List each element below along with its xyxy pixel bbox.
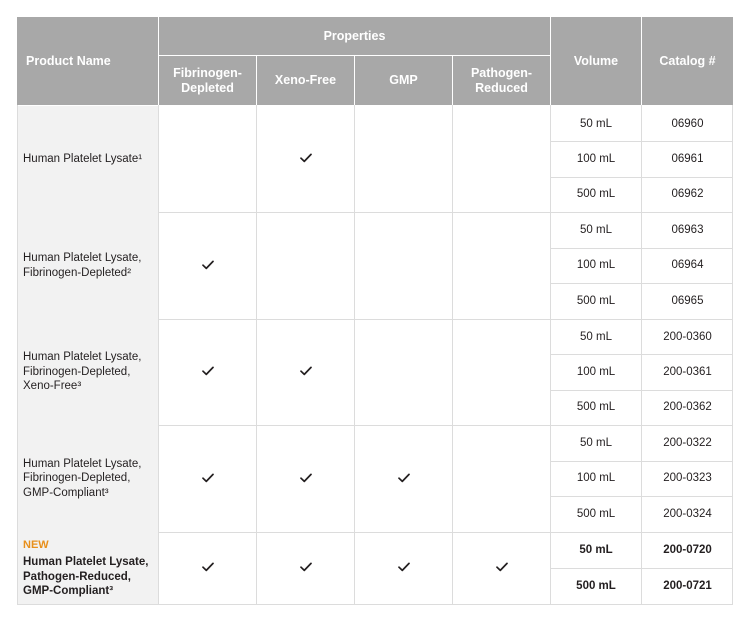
property-cell: [159, 425, 256, 532]
volume-cell: 500 mL: [576, 188, 616, 201]
property-cell: [257, 212, 354, 319]
row-divider: [551, 390, 733, 391]
checkmark-icon: [202, 470, 214, 488]
property-cell: [355, 106, 452, 212]
catalog-cell: 06965: [671, 295, 704, 308]
property-cell: [257, 106, 354, 212]
product-name-line: Fibrinogen-Depleted,: [23, 472, 131, 485]
product-name-cell: [17, 319, 158, 425]
catalog-cell: 06960: [671, 117, 704, 130]
volume-cell: 100 mL: [576, 152, 616, 165]
property-cell: [453, 106, 550, 212]
catalog-cell: 200-0720: [663, 544, 712, 556]
header-volume: Volume: [551, 17, 641, 105]
property-cell: [453, 532, 550, 604]
volume-cell: 500 mL: [576, 295, 616, 308]
product-name-line: Xeno-Free³: [23, 380, 82, 393]
catalog-cell: 200-0360: [663, 330, 712, 343]
new-badge: NEW: [23, 538, 49, 551]
checkmark-icon: [398, 559, 410, 577]
catalog-cell: 06964: [671, 259, 704, 272]
checkmark-icon: [300, 363, 312, 381]
header-fibrinogen-depleted: Fibrinogen- Depleted: [159, 56, 256, 105]
property-cell: [355, 319, 452, 425]
checkmark-icon: [496, 559, 508, 577]
volume-cell: 50 mL: [579, 544, 613, 556]
property-cell: [355, 212, 452, 319]
catalog-cell: 06963: [671, 223, 704, 236]
column-divider: [452, 105, 453, 604]
header-catalog: Catalog #: [642, 17, 733, 105]
product-name-cell: [17, 532, 158, 604]
catalog-cell: 06961: [671, 152, 704, 165]
property-cell: [355, 425, 452, 532]
product-name-line: Human Platelet Lysate¹: [23, 152, 143, 165]
property-cell: [355, 532, 452, 604]
catalog-cell: 200-0324: [663, 508, 712, 521]
checkmark-icon: [300, 150, 312, 168]
row-divider: [551, 283, 733, 284]
volume-cell: 500 mL: [576, 580, 616, 592]
row-divider: [551, 177, 733, 178]
column-divider: [17, 105, 18, 604]
product-name-line: Fibrinogen-Depleted²: [23, 266, 132, 279]
product-name-line: GMP-Compliant³: [23, 585, 114, 597]
checkmark-icon: [398, 470, 410, 488]
product-name-line: GMP-Compliant³: [23, 486, 109, 499]
product-name-cell: [17, 425, 158, 532]
property-cell: [159, 106, 256, 212]
checkmark-icon: [300, 559, 312, 577]
column-divider: [641, 105, 642, 604]
product-table: [17, 17, 733, 604]
catalog-cell: 200-0323: [663, 472, 712, 485]
row-divider: [551, 141, 733, 142]
catalog-cell: 200-0362: [663, 401, 712, 414]
catalog-cell: 200-0322: [663, 436, 712, 449]
checkmark-icon: [202, 257, 214, 275]
volume-cell: 50 mL: [580, 436, 612, 449]
row-divider: [551, 248, 733, 249]
header-gmp: GMP: [355, 56, 452, 105]
property-cell: [159, 319, 256, 425]
row-divider: [551, 461, 733, 462]
header-pathogen-reduced: Pathogen- Reduced: [453, 56, 550, 105]
property-cell: [453, 425, 550, 532]
volume-cell: 500 mL: [576, 401, 616, 414]
property-cell: [453, 319, 550, 425]
volume-cell: 50 mL: [580, 330, 612, 343]
column-divider: [550, 105, 551, 604]
property-cell: [159, 212, 256, 319]
header-xeno-free: Xeno-Free: [257, 56, 354, 105]
checkmark-icon: [202, 363, 214, 381]
column-divider: [732, 105, 733, 604]
row-divider: [551, 568, 733, 569]
property-cell: [257, 425, 354, 532]
volume-cell: 100 mL: [576, 472, 616, 485]
product-name-cell: [17, 106, 158, 212]
property-cell: [159, 532, 256, 604]
volume-cell: 100 mL: [576, 365, 616, 378]
product-name-line: Human Platelet Lysate,: [23, 556, 149, 568]
volume-cell: 50 mL: [580, 223, 612, 236]
product-name-line: Human Platelet Lysate,: [23, 457, 142, 470]
catalog-cell: 06962: [671, 188, 704, 201]
header-product-name: Product Name: [17, 17, 158, 105]
volume-cell: 100 mL: [576, 259, 616, 272]
product-name-line: Human Platelet Lysate,: [23, 252, 142, 264]
product-name-line: Fibrinogen-Depleted,: [23, 365, 131, 378]
column-divider: [354, 105, 355, 604]
product-name-cell: [17, 212, 158, 319]
catalog-cell: 200-0361: [663, 365, 712, 378]
column-divider: [256, 105, 257, 604]
volume-cell: 50 mL: [580, 117, 612, 130]
property-cell: [257, 319, 354, 425]
row-divider: [551, 496, 733, 497]
volume-cell: 500 mL: [576, 508, 616, 521]
header-properties: Properties: [159, 17, 550, 55]
checkmark-icon: [202, 559, 214, 577]
checkmark-icon: [300, 470, 312, 488]
catalog-cell: 200-0721: [663, 580, 712, 592]
row-divider: [551, 354, 733, 355]
property-cell: [453, 212, 550, 319]
column-divider: [158, 105, 159, 604]
product-name-line: Human Platelet Lysate,: [23, 351, 142, 364]
row-divider: [17, 604, 733, 605]
product-name-line: Pathogen-Reduced,: [23, 570, 131, 583]
property-cell: [257, 532, 354, 604]
